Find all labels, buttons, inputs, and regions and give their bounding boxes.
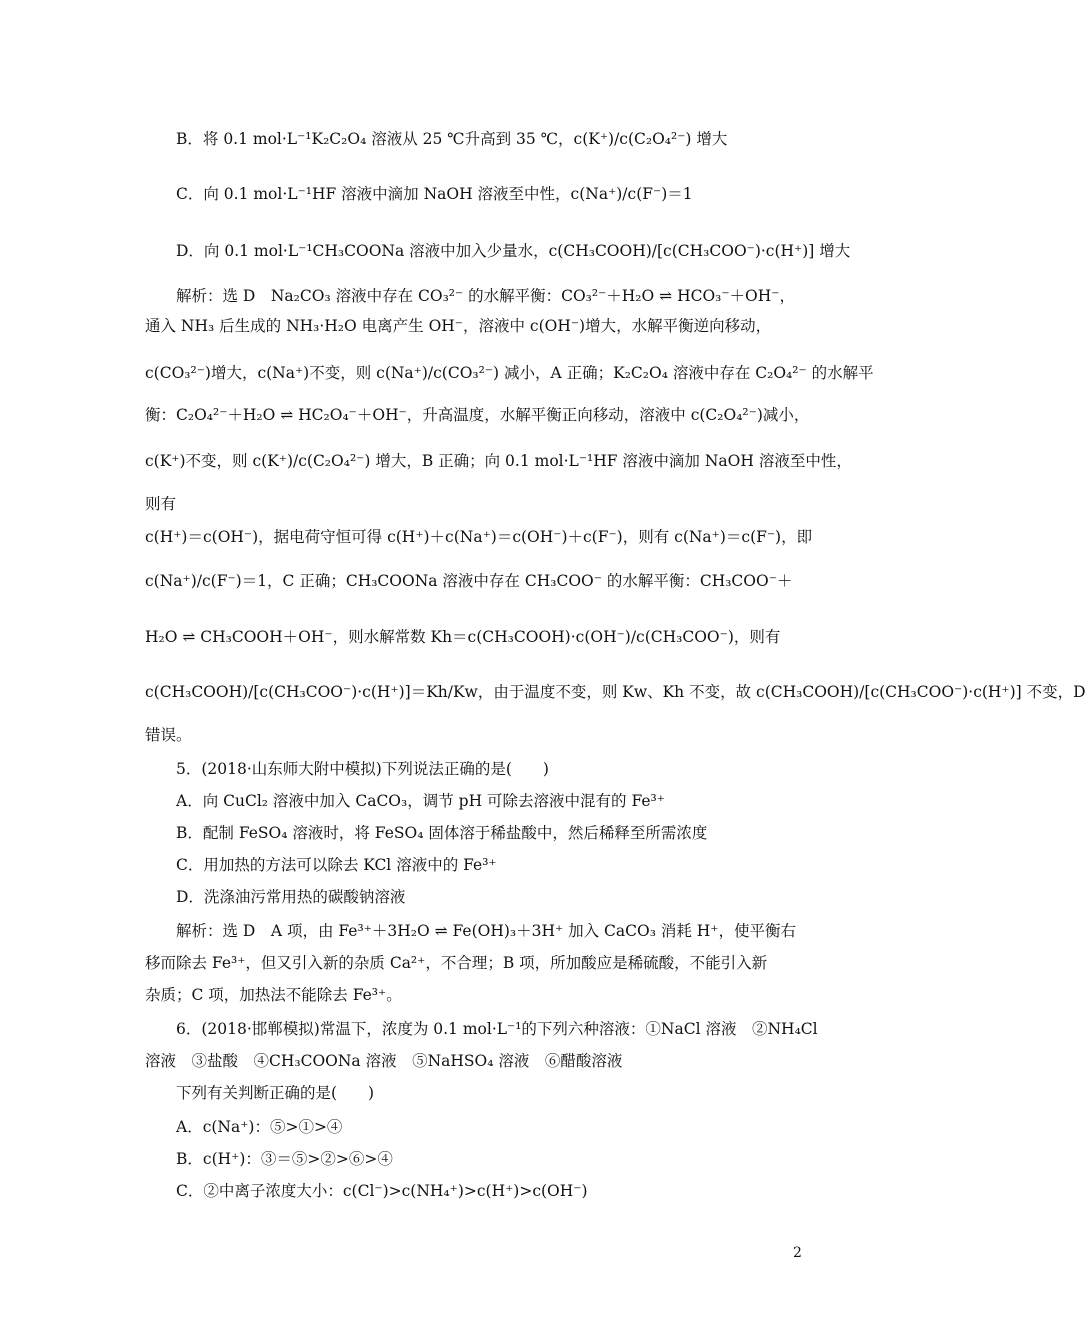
text-line: 通入 NH₃ 后生成的 NH₃·H₂O 电离产生 OH⁻，溶液中 c(OH⁻)增大，水解平衡逆向移动， xyxy=(145,317,772,335)
page-number: 2 xyxy=(793,1245,802,1261)
text-line: 解析：选 D Na₂CO₃ 溶液中存在 CO₃²⁻ 的水解平衡：CO₃²⁻＋H₂O ⇌ HCO₃⁻＋OH⁻， xyxy=(176,287,795,305)
text-line: B．c(H⁺)：③＝⑤>②>⑥>④ xyxy=(176,1150,393,1168)
text-line: 衡：C₂O₄²⁻＋H₂O ⇌ HC₂O₄⁻＋OH⁻，升高温度，水解平衡正向移动，溶液中 c(C₂O₄²⁻)减小， xyxy=(145,406,810,424)
text-line: 则有 xyxy=(145,495,177,513)
text-line: B．将 0.1 mol·L⁻¹K₂C₂O₄ 溶液从 25 ℃升高到 35 ℃，c(K⁺)/c(C₂O₄²⁻) 增大 xyxy=(176,130,728,148)
text-line: 解析：选 D A 项，由 Fe³⁺＋3H₂O ⇌ Fe(OH)₃＋3H⁺ 加入 CaCO₃ 消耗 H⁺，使平衡右 xyxy=(176,922,796,940)
text-line: D．洗涤油污常用热的碳酸钠溶液 xyxy=(176,888,406,906)
text-line: 下列有关判断正确的是( ) xyxy=(176,1084,375,1102)
text-line: c(CO₃²⁻)增大，c(Na⁺)不变，则 c(Na⁺)/c(CO₃²⁻) 减小，A 正确；K₂C₂O₄ 溶液中存在 C₂O₄²⁻ 的水解平 xyxy=(145,364,874,382)
text-line: A．c(Na⁺)：⑤>①>④ xyxy=(176,1118,343,1136)
text-line: 5．(2018·山东师大附中模拟)下列说法正确的是( ) xyxy=(176,760,549,778)
text-line: C．②中离子浓度大小：c(Cl⁻)>c(NH₄⁺)>c(H⁺)>c(OH⁻) xyxy=(176,1182,588,1200)
text-line: 错误。 xyxy=(145,726,192,744)
text-line: 溶液 ③盐酸 ④CH₃COONa 溶液 ⑤NaHSO₄ 溶液 ⑥醋酸溶液 xyxy=(145,1052,623,1070)
text-line: B．配制 FeSO₄ 溶液时，将 FeSO₄ 固体溶于稀盐酸中，然后稀释至所需浓度 xyxy=(176,824,708,842)
text-line: c(H⁺)＝c(OH⁻)，据电荷守恒可得 c(H⁺)＋c(Na⁺)＝c(OH⁻)＋c(F⁻)，则有 c(Na⁺)＝c(F⁻)，即 xyxy=(145,528,813,546)
text-line: c(Na⁺)/c(F⁻)＝1，C 正确；CH₃COONa 溶液中存在 CH₃COO⁻ 的水解平衡：CH₃COO⁻＋ xyxy=(145,572,793,590)
text-line: H₂O ⇌ CH₃COOH＋OH⁻，则水解常数 Kh＝c(CH₃COOH)·c(OH⁻)/c(CH₃COO⁻)，则有 xyxy=(145,628,781,646)
text-line: C．向 0.1 mol·L⁻¹HF 溶液中滴加 NaOH 溶液至中性，c(Na⁺)/c(F⁻)＝1 xyxy=(176,185,693,203)
text-line: 杂质；C 项，加热法不能除去 Fe³⁺。 xyxy=(145,986,402,1004)
text-line: 移而除去 Fe³⁺，但又引入新的杂质 Ca²⁺，不合理；B 项，所加酸应是稀硫酸，不能引入新 xyxy=(145,954,768,972)
text-line: c(K⁺)不变，则 c(K⁺)/c(C₂O₄²⁻) 增大，B 正确；向 0.1 mol·L⁻¹HF 溶液中滴加 NaOH 溶液至中性， xyxy=(145,452,852,470)
text-line: A．向 CuCl₂ 溶液中加入 CaCO₃，调节 pH 可除去溶液中混有的 Fe³⁺ xyxy=(176,792,665,810)
text-line: C．用加热的方法可以除去 KCl 溶液中的 Fe³⁺ xyxy=(176,856,497,874)
text-line: c(CH₃COOH)/[c(CH₃COO⁻)·c(H⁺)]＝Kh/Kw，由于温度不变，则 Kw、Kh 不变，故 c(CH₃COOH)/[c(CH₃COO⁻)·c(H⁺)] 不变，D xyxy=(145,683,1086,701)
text-line: D．向 0.1 mol·L⁻¹CH₃COONa 溶液中加入少量水，c(CH₃COOH)/[c(CH₃COO⁻)·c(H⁺)] 增大 xyxy=(176,242,851,260)
text-line: 6．(2018·邯郸模拟)常温下，浓度为 0.1 mol·L⁻¹的下列六种溶液：①NaCl 溶液 ②NH₄Cl xyxy=(176,1020,818,1038)
